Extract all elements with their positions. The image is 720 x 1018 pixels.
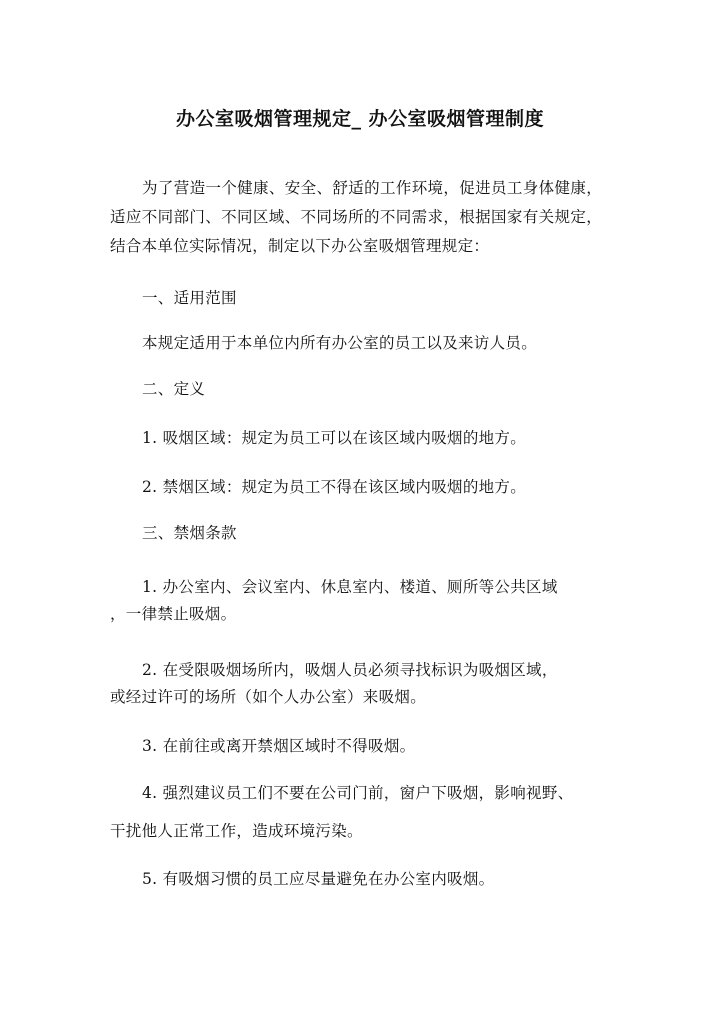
prohibition-item-2-line-1: 2. 在受限吸烟场所内，吸烟人员必须寻找标识为吸烟区域， bbox=[142, 661, 558, 679]
scope-text: 本规定适用于本单位内所有办公室的员工以及来访人员。 bbox=[142, 334, 538, 352]
section-heading-scope: 一、适用范围 bbox=[142, 289, 237, 307]
intro-paragraph: 为了营造一个健康、安全、舒适的工作环境，促进员工身体健康，适应不同部门、不同区域、不同场所的不同需求，根据国家有关规定，结合本单位实际情况，制定以下办公室吸烟管理规定： bbox=[110, 179, 602, 255]
document-title: 办公室吸烟管理规定_ 办公室吸烟管理制度 bbox=[175, 108, 545, 130]
prohibition-item-3: 3. 在前往或离开禁烟区域时不得吸烟。 bbox=[142, 737, 416, 755]
prohibition-item-1-line-1: 1. 办公室内、会议室内、休息室内、楼道、厕所等公共区域 bbox=[142, 578, 558, 596]
definition-item-1: 1. 吸烟区域：规定为员工可以在该区域内吸烟的地方。 bbox=[142, 429, 527, 447]
prohibition-item-4-line-2: 干扰他人正常工作，造成环境污染。 bbox=[110, 822, 363, 840]
definition-item-2: 2. 禁烟区域：规定为员工不得在该区域内吸烟的地方。 bbox=[142, 478, 527, 496]
section-heading-definition: 二、定义 bbox=[142, 380, 206, 398]
prohibition-item-5: 5. 有吸烟习惯的员工应尽量避免在办公室内吸烟。 bbox=[142, 870, 495, 888]
section-heading-prohibition: 三、禁烟条款 bbox=[142, 524, 237, 542]
prohibition-item-4-line-1: 4. 强烈建议员工们不要在公司门前，窗户下吸烟，影响视野、 bbox=[142, 784, 574, 802]
prohibition-item-2-line-2: 或经过许可的场所（如个人办公室）来吸烟。 bbox=[110, 688, 427, 706]
prohibition-item-1-line-2: ，一律禁止吸烟。 bbox=[110, 605, 237, 623]
